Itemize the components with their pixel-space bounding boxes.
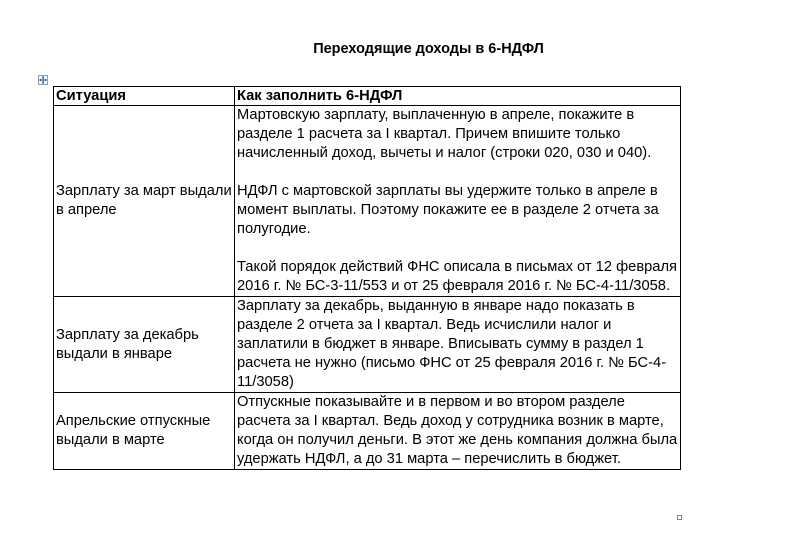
table-row bbox=[54, 297, 681, 393]
table-resize-handle[interactable] bbox=[677, 515, 682, 520]
row-situation: Апрельские отпускные выдали в марте bbox=[54, 393, 235, 470]
income-table bbox=[53, 86, 681, 470]
answer-paragraph: Зарплату за декабрь, выданную в январе надо показать в разделе 2 отчета за I квартал. Ведь исчислили налог и заплатили в бюджет в январе. Вписывать сумму в раздел 1 расчета не нужно (письмо ФНС от 25 февраля 2016 г. № БС-4-11/3058) bbox=[237, 298, 667, 390]
table-move-handle[interactable] bbox=[38, 75, 48, 85]
row-answer bbox=[235, 106, 681, 297]
document-title: Переходящие доходы в 6-НДФЛ bbox=[313, 41, 544, 57]
row-answer bbox=[235, 297, 681, 393]
table-header-row bbox=[54, 87, 681, 106]
header-situation: Ситуация bbox=[54, 87, 235, 106]
move-arrows-icon bbox=[39, 76, 47, 84]
answer-paragraph: НДФЛ с мартовской зарплаты вы удержите только в апреле в момент выплаты. Поэтому покажите ее в разделе 2 отчета за полугодие. bbox=[237, 183, 659, 237]
row-situation: Зарплату за март выдали в апреле bbox=[54, 106, 235, 297]
answer-paragraph: Отпускные показывайте и в первом и во втором разделе расчета за I квартал. Ведь доход у сотрудника возник в марте, когда он получил деньги. В этот же день компания должна была удержать НДФЛ, а до 31 марта – перечислить в бюджет. bbox=[237, 394, 678, 467]
answer-paragraph: Такой порядок действий ФНС описала в письмах от 12 февраля 2016 г. № БС-3-11/553 и от 25 февраля 2016 г. № БС-4-11/3058. bbox=[237, 259, 677, 294]
row-situation: Зарплату за декабрь выдали в январе bbox=[54, 297, 235, 393]
row-answer bbox=[235, 393, 681, 470]
answer-paragraph: Мартовскую зарплату, выплаченную в апреле, покажите в разделе 1 расчета за I квартал. Причем впишите только начисленный доход, вычеты и налог (строки 020, 030 и 040). bbox=[237, 107, 652, 161]
table-row bbox=[54, 106, 681, 297]
header-how-to-fill: Как заполнить 6-НДФЛ bbox=[235, 87, 681, 106]
table-row bbox=[54, 393, 681, 470]
